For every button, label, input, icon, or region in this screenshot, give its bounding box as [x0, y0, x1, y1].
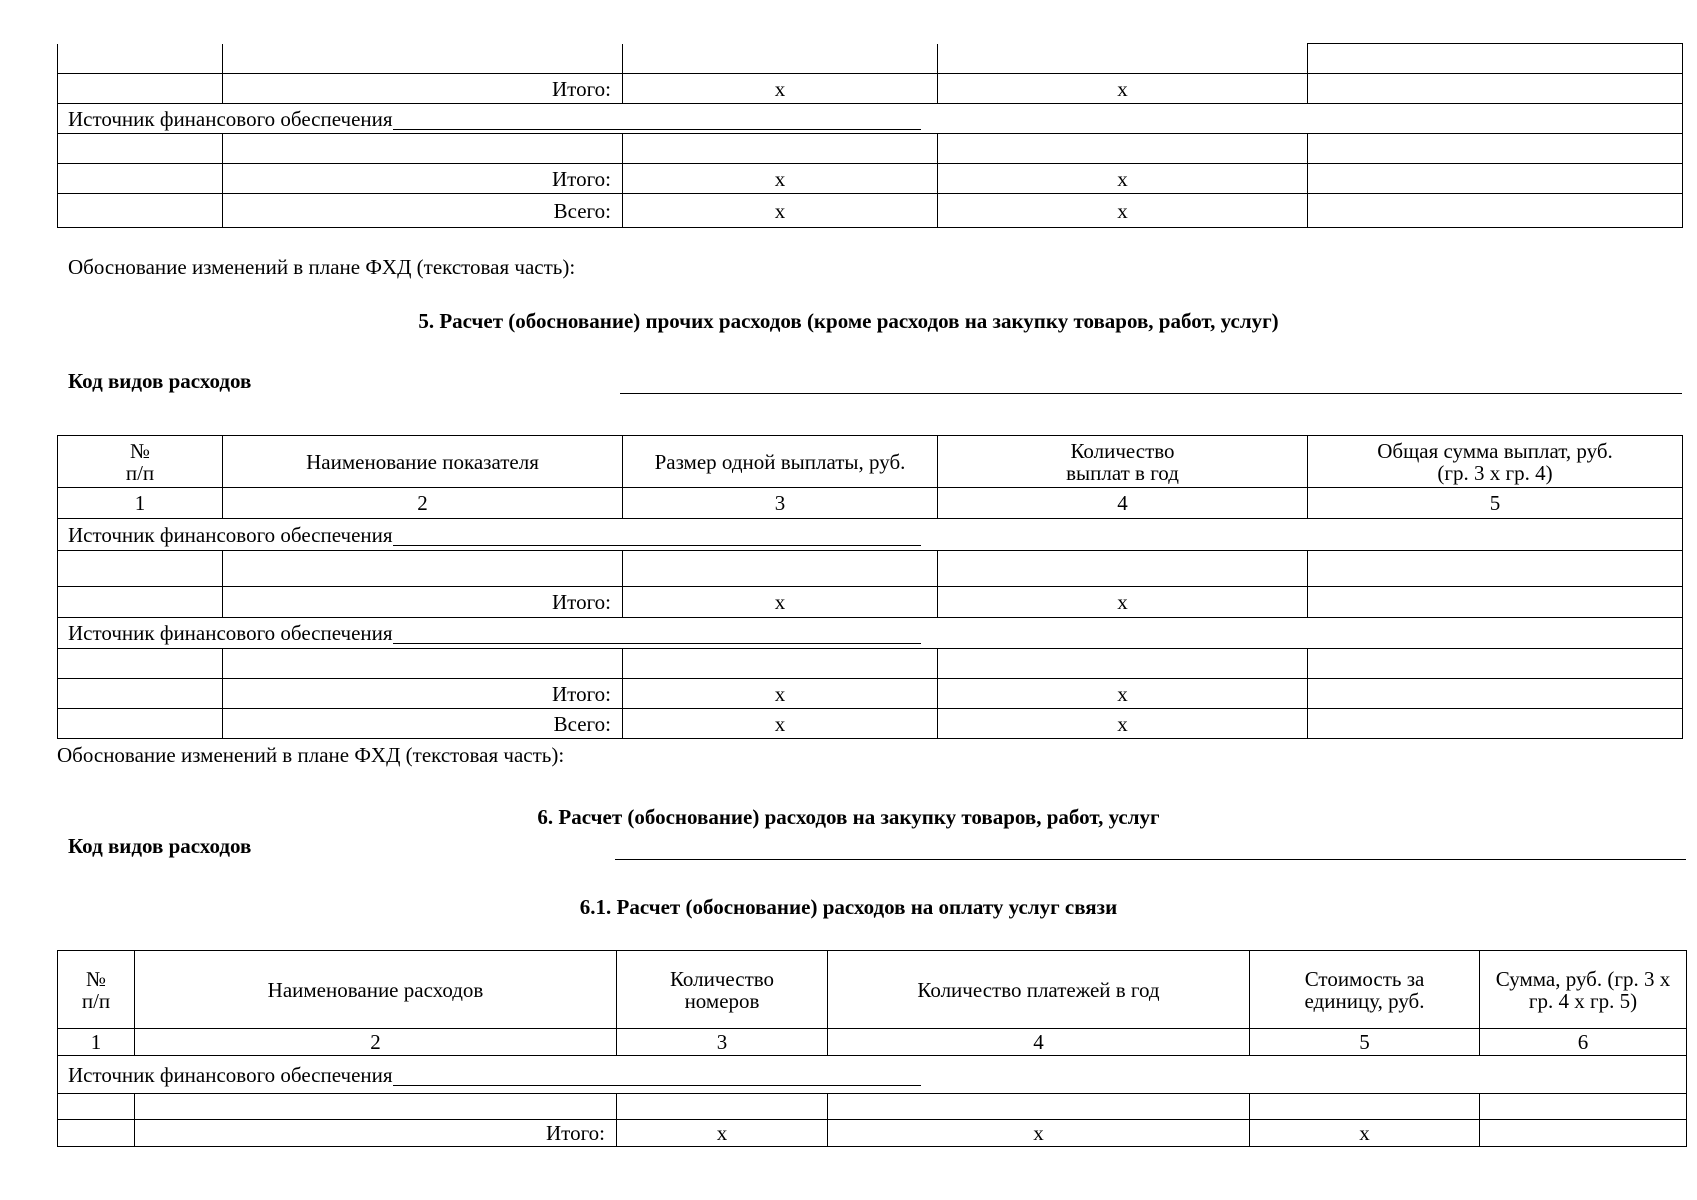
source-blank-line: [393, 1067, 921, 1086]
section5-title: 5. Расчет (обоснование) прочих расходов (кроме расходов на закупку товаров, работ, услуг): [418, 309, 1279, 333]
source-blank-line: [393, 625, 921, 644]
header-payments: Количество платежей в год: [828, 951, 1250, 1029]
source-blank-line: [393, 111, 921, 130]
table-row: [58, 649, 1683, 679]
header-num: № п/п: [58, 951, 135, 1029]
table-row: [58, 134, 1683, 164]
x-mark: х: [623, 587, 938, 618]
itogo-row: [58, 679, 1683, 709]
section6-1-table: [57, 950, 1687, 1147]
x-mark: х: [938, 679, 1308, 709]
column-numbers-row: 1 2 3 4 5 6: [58, 1029, 1687, 1056]
source-row: [58, 618, 1683, 649]
justification-text: Обоснование изменений в плане ФХД (текстовая часть):: [57, 743, 565, 767]
table-row: [58, 44, 1683, 74]
header-unit-cost: Стоимость за единицу, руб.: [1250, 951, 1480, 1029]
x-mark: х: [623, 709, 938, 739]
header-num: № п/п: [58, 436, 223, 488]
header-count: Количество выплат в год: [938, 436, 1308, 488]
x-mark: х: [938, 587, 1308, 618]
x-mark: х: [828, 1120, 1250, 1147]
section6-title: 6. Расчет (обоснование) расходов на закупку товаров, работ, услуг: [537, 805, 1160, 829]
itogo-row: [58, 74, 1683, 104]
kod-vidov-label: Код видов расходов: [68, 834, 252, 858]
source-row: [58, 104, 1683, 134]
vsego-row: [58, 194, 1683, 228]
x-mark: х: [938, 194, 1308, 228]
header-total: Общая сумма выплат, руб. (гр. 3 х гр. 4): [1308, 436, 1683, 488]
section4-table-continued: [57, 43, 1683, 228]
x-mark: х: [617, 1120, 828, 1147]
table-row: [58, 1094, 1687, 1120]
itogo-label: Итого:: [135, 1120, 617, 1147]
header-name: Наименование расходов: [135, 951, 617, 1029]
table-header-row: [58, 436, 1683, 488]
kod-vidov-blank-line: [620, 393, 1682, 394]
header-size: Размер одной выплаты, руб.: [623, 436, 938, 488]
itogo-label: Итого:: [223, 587, 623, 618]
vsego-label: Всего:: [223, 709, 623, 739]
section5-table: [57, 435, 1683, 739]
header-sum: Сумма, руб. (гр. 3 х гр. 4 х гр. 5): [1480, 951, 1687, 1029]
section6-1-title: 6.1. Расчет (обоснование) расходов на оплату услуг связи: [579, 895, 1118, 919]
justification-text: Обоснование изменений в плане ФХД (текстовая часть):: [68, 255, 576, 279]
itogo-label: Итого:: [223, 164, 623, 194]
x-mark: х: [623, 194, 938, 228]
table-row: [58, 551, 1683, 587]
source-label: Источник финансового обеспечения: [68, 621, 393, 645]
itogo-row: [58, 164, 1683, 194]
x-mark: х: [623, 164, 938, 194]
x-mark: х: [623, 74, 938, 104]
source-row: [58, 519, 1683, 551]
column-numbers-row: 1 2 3 4 5: [58, 488, 1683, 519]
table-header-row: [58, 951, 1687, 1029]
vsego-row: [58, 709, 1683, 739]
source-label: Источник финансового обеспечения: [68, 1062, 393, 1087]
itogo-label: Итого:: [223, 679, 623, 709]
x-mark: х: [938, 74, 1308, 104]
header-name: Наименование показателя: [223, 436, 623, 488]
kod-vidov-blank-line: [615, 859, 1686, 860]
source-blank-line: [393, 527, 921, 546]
vsego-label: Всего:: [223, 194, 623, 228]
source-label: Источник финансового обеспечения: [68, 522, 393, 547]
header-qty-numbers: Количество номеров: [617, 951, 828, 1029]
x-mark: х: [938, 709, 1308, 739]
source-row: [58, 1056, 1687, 1094]
itogo-label: Итого:: [223, 74, 623, 104]
itogo-row: [58, 1120, 1687, 1147]
itogo-row: [58, 587, 1683, 618]
x-mark: х: [938, 164, 1308, 194]
x-mark: х: [623, 679, 938, 709]
kod-vidov-label: Код видов расходов: [68, 369, 252, 393]
x-mark: х: [1250, 1120, 1480, 1147]
source-label: Источник финансового обеспечения: [68, 106, 393, 131]
